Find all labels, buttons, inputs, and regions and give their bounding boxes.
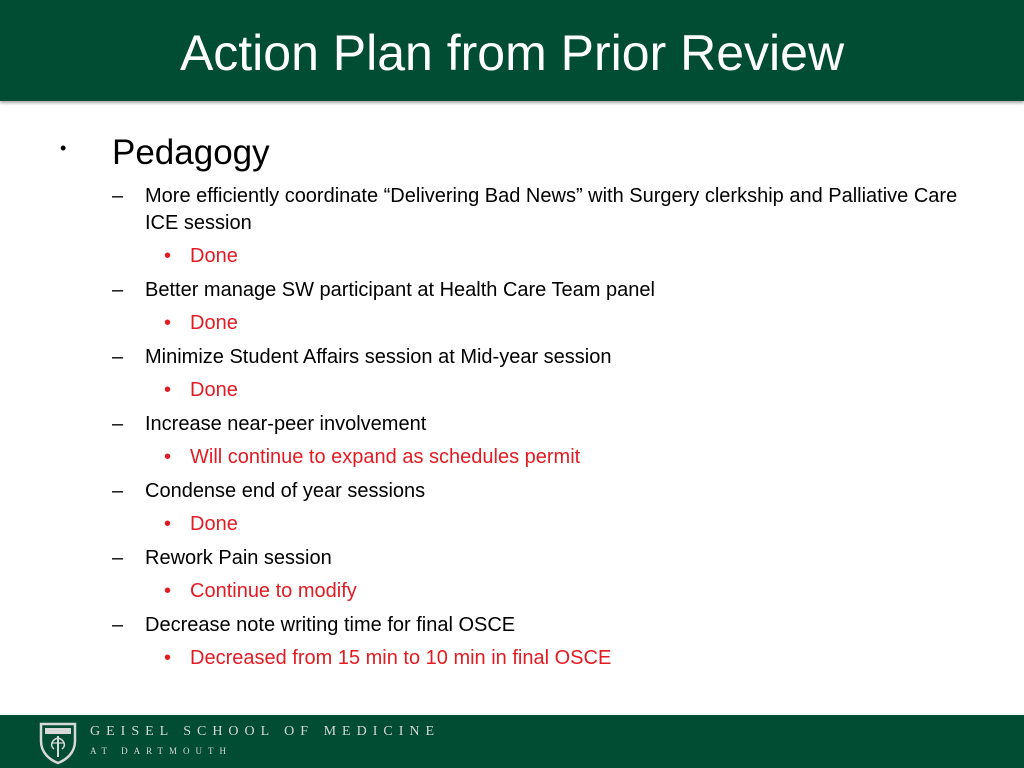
status-text: Done [190, 245, 238, 267]
action-item [0, 545, 1024, 572]
dash-icon: – [112, 480, 124, 502]
school-name: GEISEL SCHOOL OF MEDICINE [90, 724, 441, 739]
status-item [0, 645, 1024, 672]
action-item [0, 344, 1024, 371]
bullet-icon: • [164, 647, 172, 669]
status-item [0, 511, 1024, 538]
topic-label: Pedagogy [112, 133, 270, 172]
dash-icon: – [112, 413, 124, 435]
slide-body [0, 130, 1024, 672]
status-text: Done [190, 379, 238, 401]
bullet-icon: • [164, 513, 172, 535]
dash-icon: – [112, 614, 124, 636]
action-item-text: Minimize Student Affairs session at Mid-year session [145, 346, 612, 368]
shield-crest-icon [38, 721, 78, 765]
status-item [0, 444, 1024, 471]
action-item-text: Condense end of year sessions [145, 480, 426, 502]
bullet-icon: • [164, 245, 172, 267]
bullet-icon: • [164, 312, 172, 334]
action-item-text: Better manage SW participant at Health Care Team panel [145, 279, 655, 301]
status-item [0, 377, 1024, 404]
action-item [0, 478, 1024, 505]
topic-item [0, 130, 1024, 176]
dash-icon: – [112, 279, 124, 301]
page-title: Action Plan from Prior Review [179, 25, 845, 81]
status-text: Done [190, 312, 238, 334]
footer-bar [0, 715, 1024, 768]
school-subtitle: AT DARTMOUTH [90, 746, 233, 756]
bullet-icon: • [164, 580, 172, 602]
status-item [0, 578, 1024, 605]
action-item [0, 183, 1024, 237]
status-text: Will continue to expand as schedules permit [190, 446, 581, 468]
status-text: Decreased from 15 min to 10 min in final OSCE [190, 647, 612, 669]
action-item-text: Increase near-peer involvement [145, 413, 427, 435]
action-item [0, 411, 1024, 438]
dash-icon: – [112, 185, 124, 207]
bullet-icon: • [164, 379, 172, 401]
dash-icon: – [112, 346, 124, 368]
title-bar [0, 0, 1024, 101]
bullet-icon: • [60, 138, 67, 158]
dash-icon: – [112, 547, 124, 569]
bullet-icon: • [164, 446, 172, 468]
status-text: Done [190, 513, 238, 535]
status-item [0, 243, 1024, 270]
action-item-text: More efficiently coordinate “Delivering Bad News” with Surgery clerkship and Palliative Care ICE session [145, 185, 958, 234]
status-text: Continue to modify [190, 580, 357, 602]
action-item [0, 612, 1024, 639]
action-item-text: Decrease note writing time for final OSCE [145, 614, 516, 636]
action-item-text: Rework Pain session [145, 547, 332, 569]
action-item [0, 277, 1024, 304]
status-item [0, 310, 1024, 337]
